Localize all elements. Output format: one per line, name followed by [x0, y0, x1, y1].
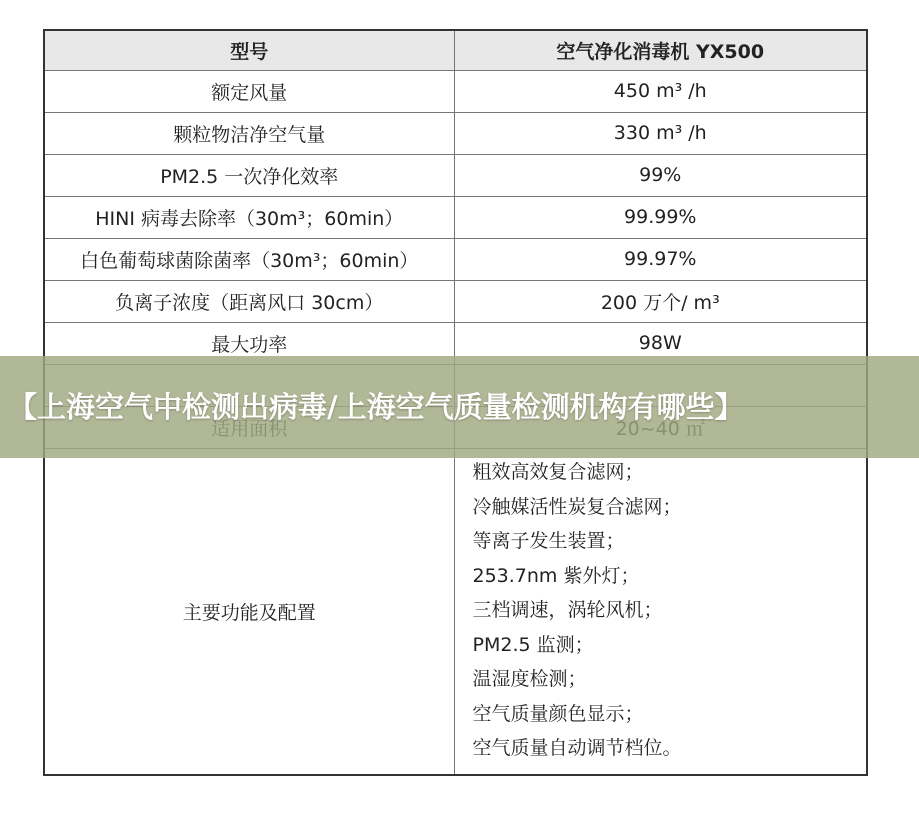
row-label: HINI 病毒去除率（30m³；60min）	[44, 196, 454, 238]
features-cell	[454, 448, 867, 775]
table-row	[44, 154, 867, 196]
row-value: 450 m³ /h	[454, 70, 867, 112]
feature-item: 等离子发生装置；	[472, 530, 625, 552]
row-value: 99.97%	[454, 238, 867, 280]
row-value: 99%	[454, 154, 867, 196]
row-label: PM2.5 一次净化效率	[44, 154, 454, 196]
table-row	[44, 70, 867, 112]
banner-title: 【上海空气中检测出病毒/上海空气质量检测机构有哪些】	[8, 390, 744, 424]
header-label: 型号	[44, 30, 454, 70]
table-header-row	[44, 30, 867, 70]
feature-item: 253.7nm 紫外灯；	[472, 564, 640, 587]
feature-item: 温湿度检测；	[472, 668, 587, 690]
features-list	[461, 449, 861, 774]
features-label: 主要功能及配置	[44, 448, 454, 775]
row-label: 颗粒物洁净空气量	[44, 112, 454, 154]
feature-item: PM2.5 监测；	[472, 633, 594, 656]
row-label: 最大功率	[44, 322, 454, 364]
feature-item: 粗效高效复合滤网；	[472, 461, 644, 483]
row-value: 99.99%	[454, 196, 867, 238]
title-banner	[0, 356, 919, 458]
row-label: 额定风量	[44, 70, 454, 112]
table-row	[44, 280, 867, 322]
feature-item: 冷触媒活性炭复合滤网；	[472, 495, 682, 518]
feature-item: 三档调速，涡轮风机；	[472, 599, 663, 621]
feature-item: 空气质量颜色显示；	[472, 702, 644, 725]
header-value: 空气净化消毒机 YX500	[454, 30, 867, 70]
feature-item: 空气质量自动调节档位。	[472, 737, 682, 759]
table-row	[44, 238, 867, 280]
row-label: 白色葡萄球菌除菌率（30m³；60min）	[44, 238, 454, 280]
row-value: 200 万个/ m³	[454, 280, 867, 322]
row-value: 330 m³ /h	[454, 112, 867, 154]
table-row	[44, 112, 867, 154]
features-row	[44, 448, 867, 775]
row-label: 负离子浓度（距离风口 30cm）	[44, 280, 454, 322]
table-row	[44, 196, 867, 238]
row-value: 98W	[454, 322, 867, 364]
